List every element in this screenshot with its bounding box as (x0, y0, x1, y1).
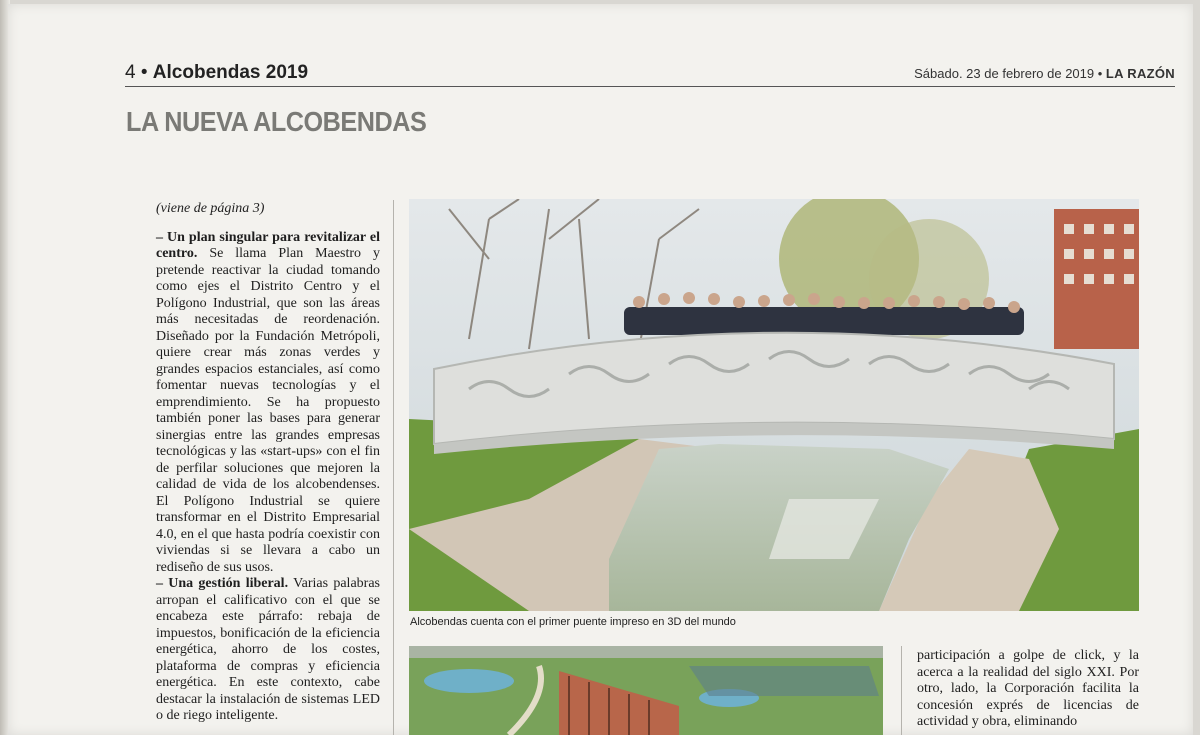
header-bullet-right: • (1097, 66, 1106, 81)
paragraph-plan-lead: – Un plan singular para revitalizar el centro. (156, 229, 380, 261)
paragraph-gestion (156, 576, 380, 725)
column-divider-right (901, 646, 902, 735)
page-header (125, 62, 1175, 87)
photo-caption: Alcobendas cuenta con el primer puente impreso en 3D del mundo (410, 616, 736, 628)
header-left (125, 62, 308, 84)
paragraph-plan (156, 230, 380, 577)
paragraph-plan-body: Se llama Plan Maestro y pretende reactivar la ciudad tomando como ejes el Distrito Centro y el Polígono Industrial, que son las áreas más necesitadas de reordenación. Diseñado por la Fundación Metrópoli, quiere crear más zonas verdes y grandes espacios estanciales, así como fomentar nuevas tecnologías y el emprendimiento. Se ha propuesto también poner las bases para generar sinergias entre las grandes empresas tecnológicas y las «start-ups» con el fin de perfilar soluciones que mejoren la calidad de vida de los alcobendenses. El Polígono Industrial se quiere transformar en el Distrito Empresarial 4.0, en el que hasta podría coexistir con viviendas si se llevara a cabo un rediseño de sus usos. (156, 246, 380, 575)
paragraph-right: participación a golpe de click, y la acerca a la realidad del siglo XXI. Por otro, lado, la Corporación facilita la concesión exprés de licencias de actividad y obra, eliminando (917, 648, 1139, 729)
bridge-photo (409, 199, 1139, 611)
publication-name: LA RAZÓN (1105, 66, 1175, 81)
park-photo (409, 646, 883, 735)
bridge-photo-illustration (409, 199, 1139, 611)
continued-note: (viene de página 3) (156, 201, 265, 216)
article-column-left (156, 201, 380, 725)
paragraph-gestion-body: Varias palabras arropan el calificativo con el que se encabeza este párrafo: rebaja de impuestos, bonificación de la eficiencia energética, ahorro de los costes, plataforma de compras y eficiencia energética. En este contexto, cabe destacar la instalación de sistemas LED o de riego inteligente. (156, 576, 380, 723)
section-name: Alcobendas 2019 (152, 62, 309, 83)
issue-date: Sábado. 23 de febrero de 2019 (914, 66, 1095, 81)
header-right (914, 66, 1175, 81)
park-photo-illustration (409, 646, 883, 735)
article-column-right (917, 648, 1139, 731)
paragraph-gestion-lead: – Una gestión liberal. (156, 576, 289, 591)
section-title: LA NUEVA ALCOBENDAS (126, 106, 427, 137)
header-bullet: • (140, 62, 153, 83)
column-divider (393, 200, 394, 735)
page-number: 4 (125, 62, 136, 83)
